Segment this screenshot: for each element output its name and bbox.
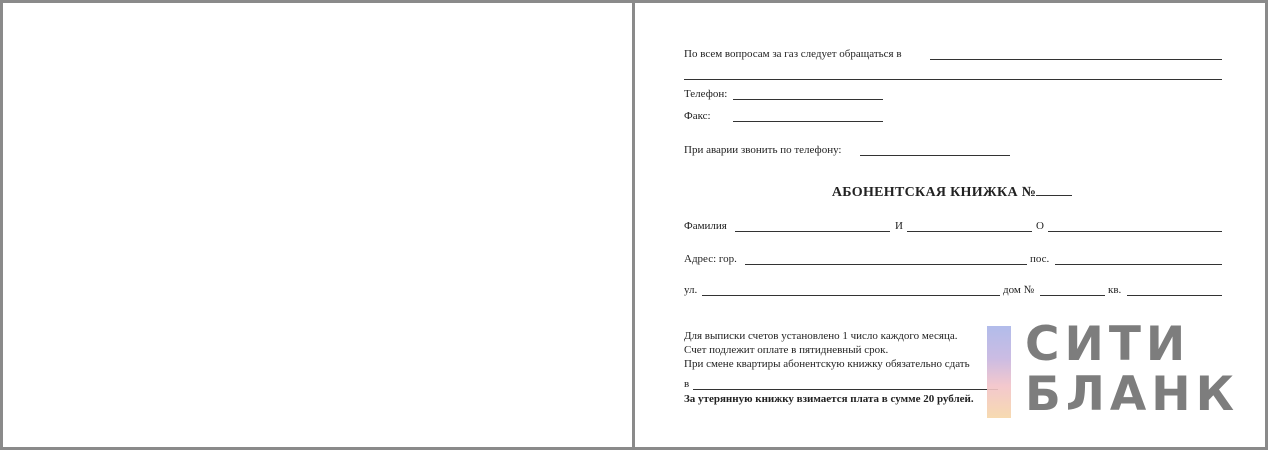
emergency-label: При аварии звонить по телефону: bbox=[684, 144, 842, 156]
settlement-field[interactable] bbox=[1055, 264, 1222, 265]
name-field[interactable] bbox=[907, 231, 1032, 232]
questions-org-field[interactable] bbox=[930, 59, 1222, 60]
address-city-label: Адрес: гор. bbox=[684, 253, 737, 265]
book-title-text: АБОНЕНТСКАЯ КНИЖКА № bbox=[831, 185, 1037, 200]
phone-field[interactable] bbox=[733, 99, 883, 100]
apartment-field[interactable] bbox=[1127, 295, 1222, 296]
street-label: ул. bbox=[684, 284, 698, 296]
citiblank-watermark-logo bbox=[985, 318, 1255, 423]
rule-move-return: При смене квартиры абонентскую книжку обязательно сдать bbox=[684, 358, 970, 370]
rule-lost-book-fee: За утерянную книжку взимается плата в сумме 20 рублей. bbox=[684, 393, 974, 405]
surname-label: Фамилия bbox=[684, 220, 727, 232]
rule-payment-term: Счет подлежит оплате в пятидневный срок. bbox=[684, 344, 889, 356]
logo-word-bottom: БЛАНК bbox=[1025, 367, 1239, 422]
house-field[interactable] bbox=[1040, 295, 1105, 296]
emergency-phone-field[interactable] bbox=[860, 155, 1010, 156]
name-label: И bbox=[895, 220, 903, 232]
phone-label: Телефон: bbox=[684, 88, 728, 100]
street-field[interactable] bbox=[702, 295, 1000, 296]
apartment-label: кв. bbox=[1108, 284, 1122, 296]
logo-word-top: СИТИ bbox=[1025, 317, 1191, 372]
questions-label: По всем вопросам за газ следует обращаться в bbox=[684, 48, 902, 60]
patronymic-field[interactable] bbox=[1048, 231, 1222, 232]
left-page-blank bbox=[3, 3, 632, 447]
questions-org-field-line2[interactable] bbox=[684, 79, 1222, 80]
fax-label: Факс: bbox=[684, 110, 711, 122]
rule-return-to-label: в bbox=[684, 378, 690, 390]
book-number-field[interactable] bbox=[1036, 183, 1072, 196]
city-field[interactable] bbox=[745, 264, 1027, 265]
patronymic-label: О bbox=[1036, 220, 1044, 232]
settlement-label: пос. bbox=[1030, 253, 1050, 265]
logo-gradient-bar bbox=[987, 326, 1011, 418]
house-label: дом № bbox=[1003, 284, 1035, 296]
surname-field[interactable] bbox=[735, 231, 890, 232]
fax-field[interactable] bbox=[733, 121, 883, 122]
return-to-field[interactable] bbox=[693, 389, 998, 390]
book-title bbox=[684, 183, 1220, 201]
rule-billing-date: Для выписки счетов установлено 1 число каждого месяца. bbox=[684, 330, 958, 342]
